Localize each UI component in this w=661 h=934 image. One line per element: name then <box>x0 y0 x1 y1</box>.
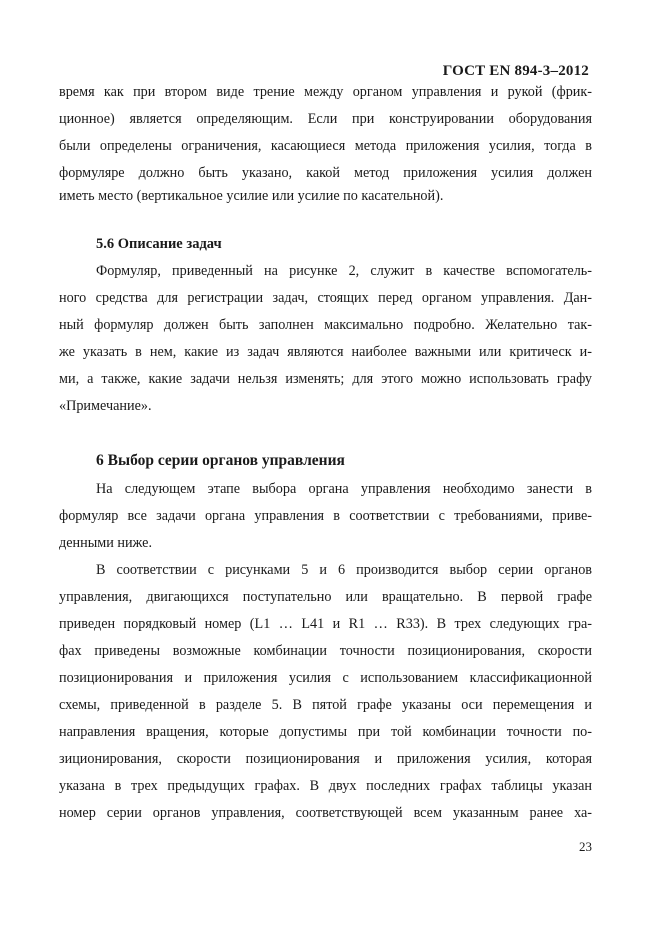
body-line: приведен порядковый номер (L1 … L41 и R1 … R33). В трех следующих гра- <box>59 616 592 632</box>
body-line: формуляр все задачи органа управления в соответствии с требованиями, приве- <box>59 508 592 524</box>
body-line: позиционирования и приложения усилия с использованием классификационной <box>59 670 592 686</box>
section-heading: 5.6 Описание задач <box>96 236 222 252</box>
body-line: денными ниже. <box>59 535 152 551</box>
body-line: зиционирования, скорости позиционирования и приложения усилия, которая <box>59 751 592 767</box>
intro-line: иметь место (вертикальное усилие или усилие по касательной). <box>59 188 444 204</box>
body-line: ми, а также, какие задачи нельзя изменять; для этого можно использовать графу <box>59 371 592 387</box>
intro-line: ционное) является определяющим. Если при конструировании оборудования <box>59 111 592 127</box>
body-line: Формуляр, приведенный на рисунке 2, служит в качестве вспомогатель- <box>96 263 592 279</box>
body-line: же указать в нем, какие из задач являются наиболее важными или критическ и- <box>59 344 592 360</box>
intro-line: были определены ограничения, касающиеся метода приложения усилия, тогда в <box>59 138 592 154</box>
body-line: указана в трех предыдущих графах. В двух последних графах таблицы указан <box>59 778 592 794</box>
body-line: «Примечание». <box>59 398 152 414</box>
body-line: схемы, приведенной в разделе 5. В пятой графе указаны оси перемещения и <box>59 697 592 713</box>
body-line: управления, двигающихся поступательно или вращательно. В первой графе <box>59 589 592 605</box>
body-line: ный формуляр должен быть заполнен максимально подробно. Желательно так- <box>59 317 592 333</box>
page-number: 23 <box>579 839 592 854</box>
document-header: ГОСТ EN 894-3–2012 <box>442 63 589 79</box>
intro-line: формуляре должно быть указано, какой метод приложения усилия должен <box>59 165 592 181</box>
section-heading: 6 Выбор серии органов управления <box>96 452 345 469</box>
body-line: номер серии органов управления, соответствующей всем указанным ранее ха- <box>59 805 592 821</box>
body-line: На следующем этапе выбора органа управления необходимо занести в <box>96 481 592 497</box>
body-line: направления вращения, которые допустимы при той комбинации точности по- <box>59 724 592 740</box>
body-line: фах приведены возможные комбинации точности позиционирования, скорости <box>59 643 592 659</box>
body-line: ного средства для регистрации задач, стоящих перед органом управления. Дан- <box>59 290 592 306</box>
intro-line: время как при втором виде трение между органом управления и рукой (фрик- <box>59 84 592 100</box>
body-line: В соответствии с рисунками 5 и 6 производится выбор серии органов <box>96 562 592 578</box>
